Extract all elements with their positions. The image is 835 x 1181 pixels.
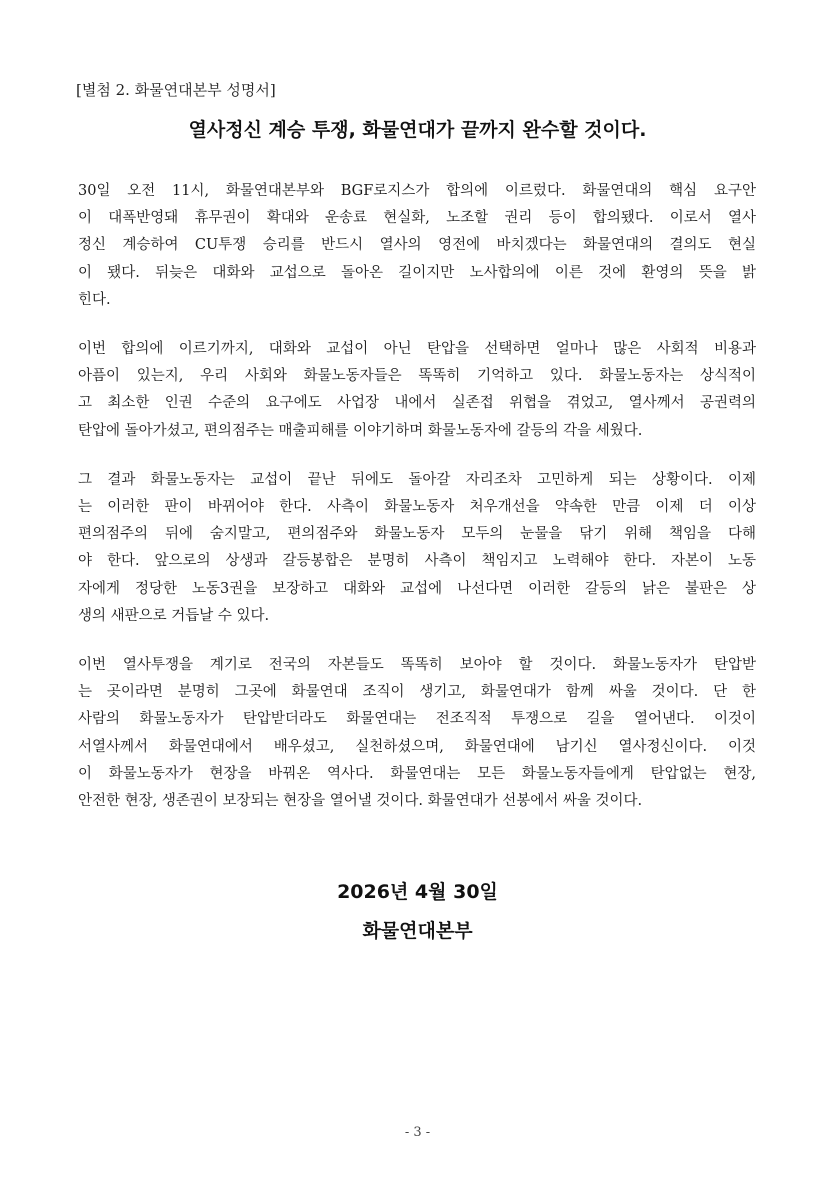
text-line: 이 됐다. 뒤늦은 대화와 교섭으로 돌아온 길이지만 노사합의에 이른 것에 환영의 뜻을 밝 xyxy=(78,264,756,281)
text-line: 생의 새판으로 거듭날 수 있다. xyxy=(78,607,270,624)
text-line: 힌다. xyxy=(78,291,111,308)
text-line: 편의점주의 뒤에 숨지말고, 편의점주와 화물노동자 모두의 눈물을 닦기 위해 책임을 다해 xyxy=(78,526,756,543)
paragraph xyxy=(78,467,756,630)
text-line: 는 곳이라면 분명히 그곳에 화물연대 조직이 생기고, 화물연대가 함께 싸울 것이다. 단 한 xyxy=(78,684,756,701)
text-line: 안전한 현장, 생존권이 보장되는 현장을 열어낼 것이다. 화물연대가 선봉에서 싸울 것이다. xyxy=(78,793,643,810)
page-number: - 3 - xyxy=(404,1125,431,1140)
text-line: 는 이러한 판이 바뀌어야 한다. 사측이 화물노동자 처우개선을 약속한 만큼 이제 더 이상 xyxy=(78,499,756,516)
paragraph xyxy=(78,178,756,314)
text-line: 30일 오전 11시, 화물연대본부와 BGF로지스가 합의에 이르렀다. 화물연대의 핵심 요구안 xyxy=(78,183,756,199)
statement-date: 2026년 4월 30일 xyxy=(337,881,498,903)
statement-title: 열사정신 계승 투쟁, 화물연대가 끝까지 완수할 것이다. xyxy=(188,119,647,141)
attachment-label: [별첨 2. 화물연대본부 성명서] xyxy=(76,81,276,99)
text-line: 이 대폭반영돼 휴무권이 확대와 운송료 현실화, 노조할 권리 등이 합의됐다. 이로서 열사 xyxy=(78,210,756,227)
text-line: 탄압에 돌아가셨고, 편의점주는 매출피해를 이야기하며 화물노동자에 갈등의 각을 세웠다. xyxy=(78,422,643,439)
text-line: 사람의 화물노동자가 탄압받더라도 화물연대는 전조직적 투쟁으로 길을 열어낸다. 이것이 xyxy=(78,711,756,728)
text-line: 이번 열사투쟁을 계기로 전국의 자본들도 똑똑히 보아야 할 것이다. 화물노동자가 탄압받 xyxy=(78,657,756,674)
text-line: 서열사께서 화물연대에서 배우셨고, 실천하셨으며, 화물연대에 남기신 열사정신이다. 이것 xyxy=(78,738,756,755)
text-line: 이 화물노동자가 현장을 바꿔온 역사다. 화물연대는 모든 화물노동자들에게 탄압없는 현장, xyxy=(78,765,756,782)
text-line: 정신 계승하여 CU투쟁 승리를 반드시 열사의 영전에 바치겠다는 화물연대의 결의도 현실 xyxy=(78,237,756,254)
text-line: 그 결과 화물노동자는 교섭이 끝난 뒤에도 돌아갈 자리조차 고민하게 되는 상황이다. 이제 xyxy=(78,471,756,488)
text-line: 자에게 정당한 노동3권을 보장하고 대화와 교섭에 나선다면 이러한 갈등의 낡은 불판은 상 xyxy=(78,580,756,597)
paragraph xyxy=(78,336,756,445)
organization-name: 화물연대본부 xyxy=(362,920,473,942)
text-line: 야 한다. 앞으로의 상생과 갈등봉합은 분명히 사측이 책임지고 노력해야 한다. 자본이 노동 xyxy=(78,553,756,570)
text-line: 이번 합의에 이르기까지, 대화와 교섭이 아닌 탄압을 선택하면 얼마나 많은 사회적 비용과 xyxy=(78,341,756,358)
text-line: 고 최소한 인권 수준의 요구에도 사업장 내에서 실존접 위협을 겪었고, 열사께서 공권력의 xyxy=(78,395,756,412)
statement-body xyxy=(78,178,756,837)
paragraph xyxy=(78,652,756,815)
text-line: 아픔이 있는지, 우리 사회와 화물노동자들은 똑똑히 기억하고 있다. 화물노동자는 상식적이 xyxy=(78,368,756,385)
